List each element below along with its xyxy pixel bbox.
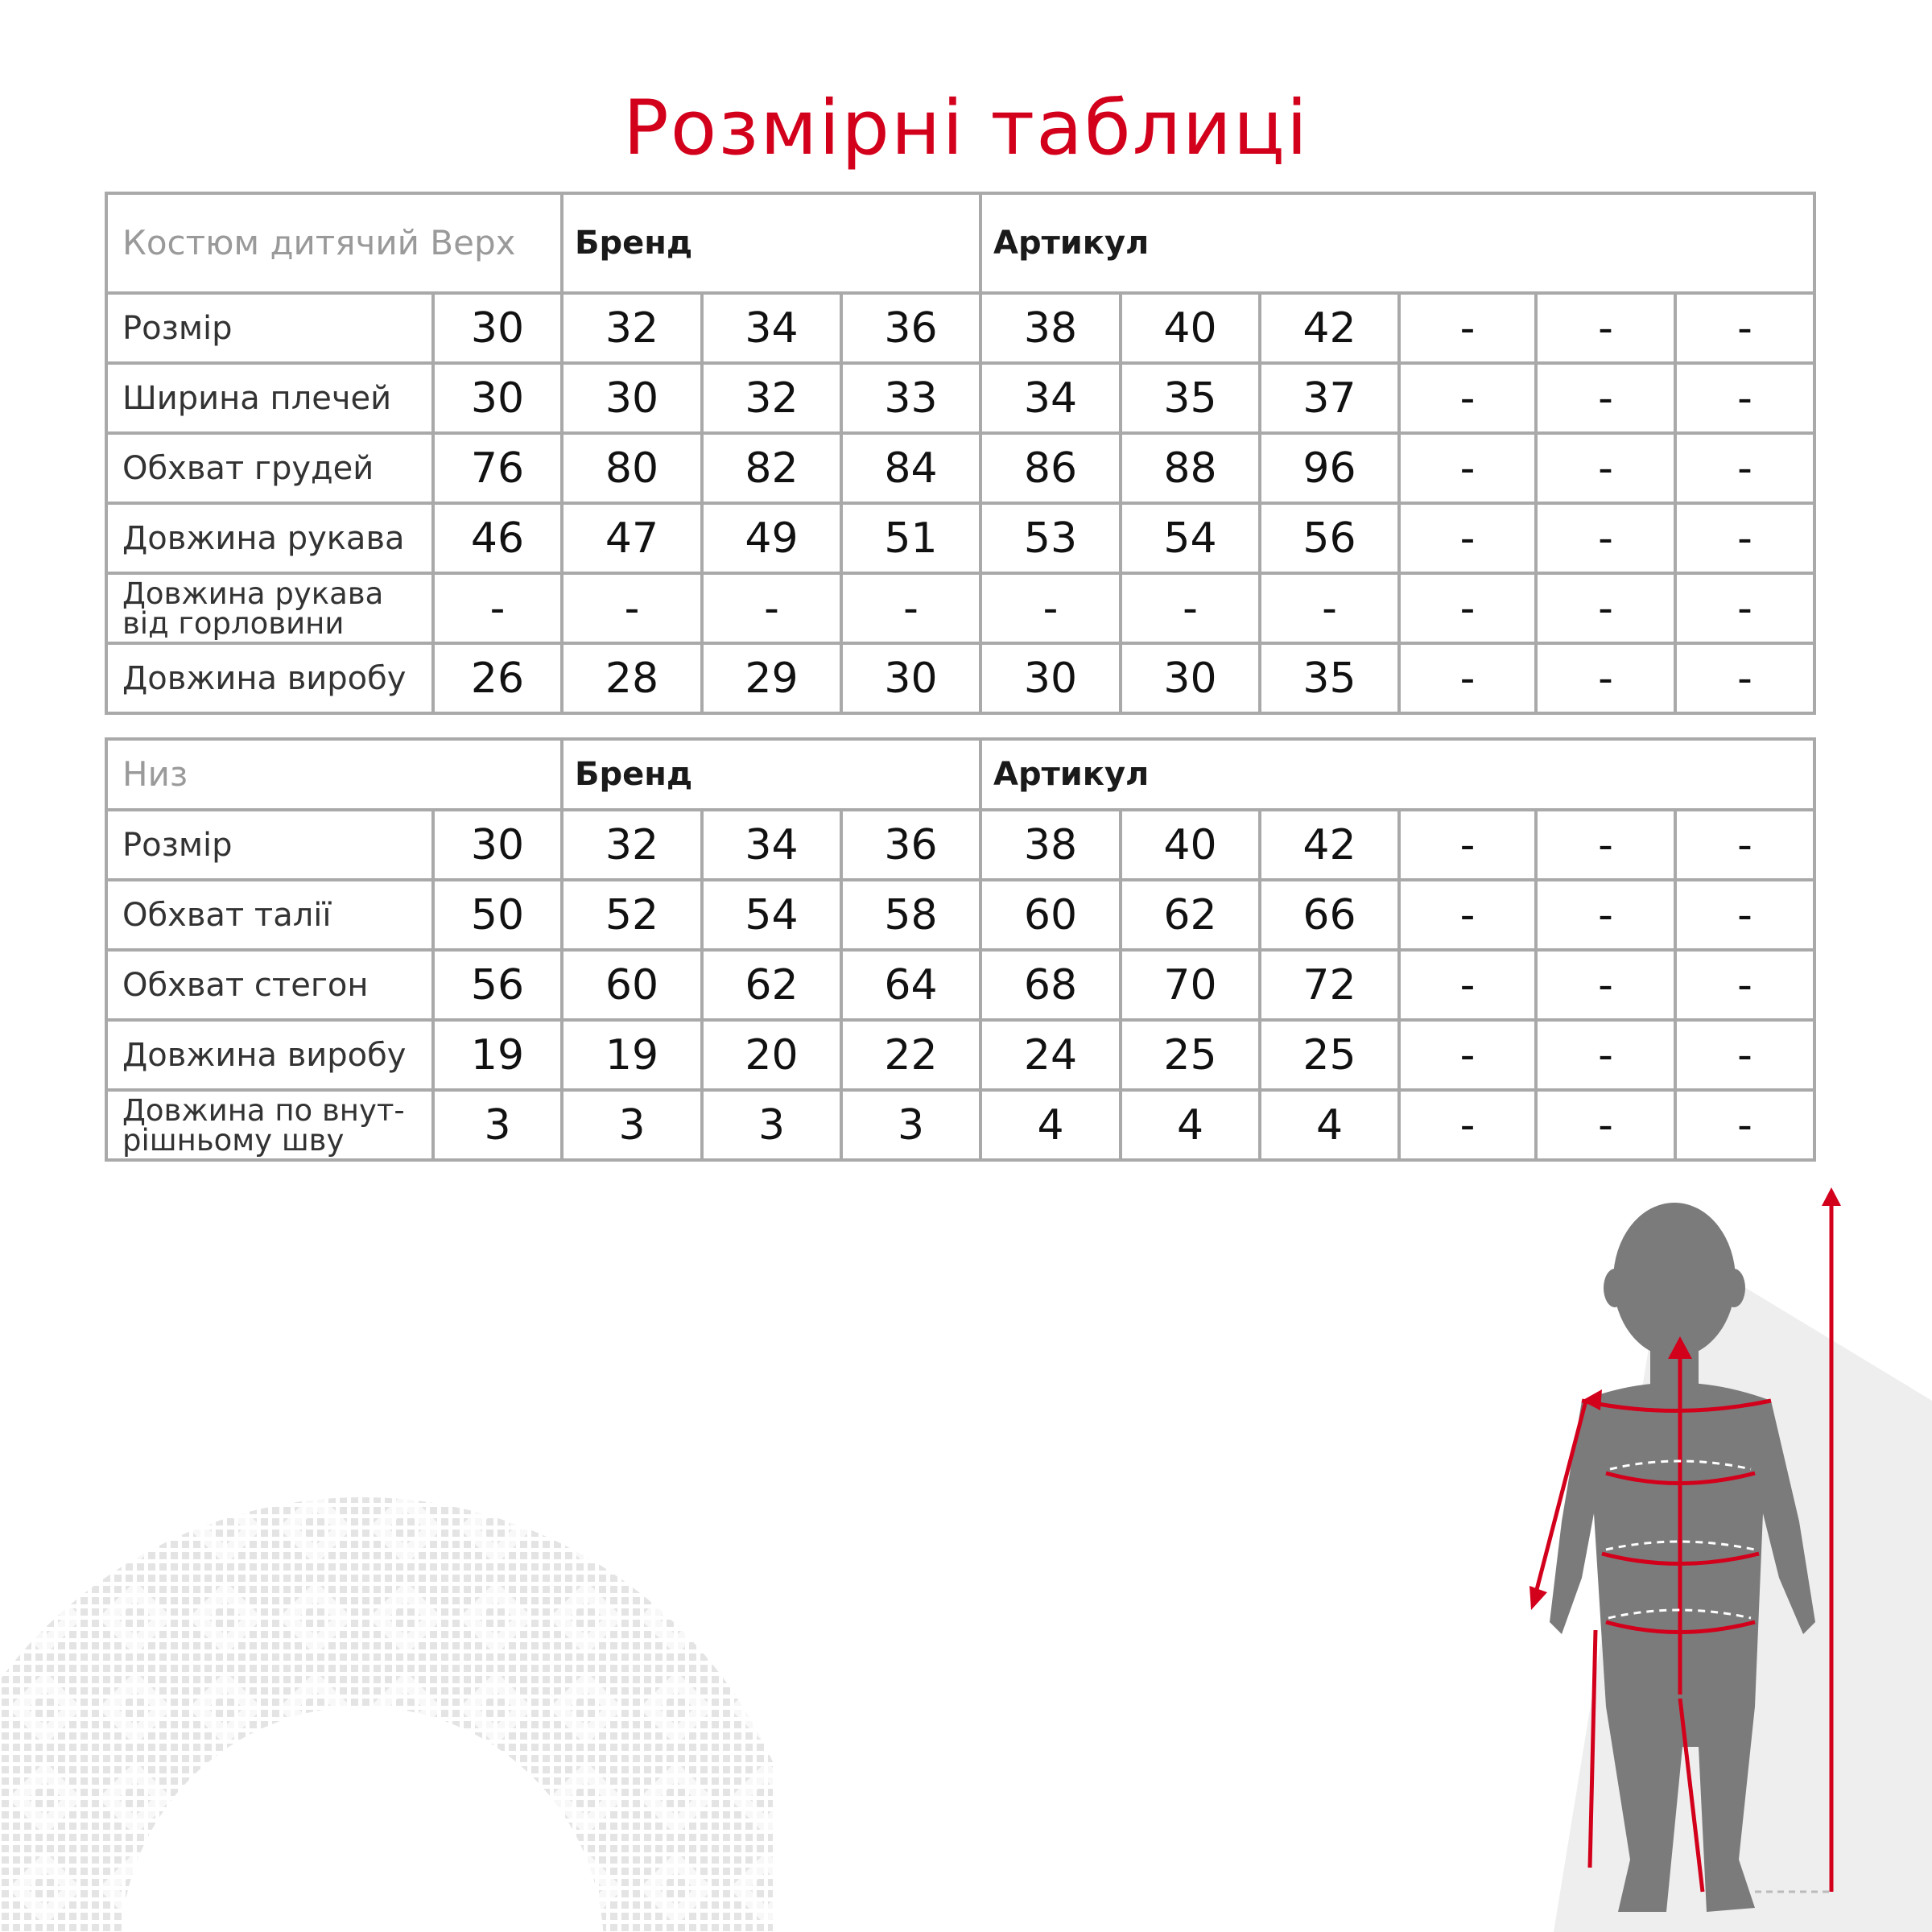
size-value-cell: 36 — [841, 293, 980, 363]
size-value-cell: 38 — [980, 293, 1121, 363]
size-value-cell: - — [980, 573, 1121, 643]
size-value-cell: 54 — [702, 880, 841, 950]
row-label: Довжина по внут-рішньому шву — [106, 1090, 433, 1160]
size-value-cell: 20 — [702, 1020, 841, 1090]
size-value-cell: 30 — [1121, 643, 1260, 713]
row-label: Розмір — [106, 810, 433, 880]
size-value-cell: 50 — [433, 880, 562, 950]
table-row — [106, 433, 1814, 503]
size-value-cell: - — [1399, 433, 1536, 503]
size-value-cell: 40 — [1121, 810, 1260, 880]
size-value-cell: - — [1399, 293, 1536, 363]
size-value-cell: 34 — [980, 363, 1121, 433]
size-value-cell: 19 — [433, 1020, 562, 1090]
size-value-cell: 28 — [562, 643, 702, 713]
size-value-cell: 29 — [702, 643, 841, 713]
row-label: Довжина рукава — [106, 503, 433, 573]
table-row — [106, 950, 1814, 1020]
size-value-cell: 52 — [562, 880, 702, 950]
size-value-cell: 42 — [1260, 293, 1399, 363]
size-value-cell: 72 — [1260, 950, 1399, 1020]
size-value-cell: - — [841, 573, 980, 643]
size-value-cell: 60 — [980, 880, 1121, 950]
size-value-cell: 19 — [562, 1020, 702, 1090]
size-value-cell: 37 — [1260, 363, 1399, 433]
size-value-cell: 53 — [980, 503, 1121, 573]
size-value-cell: - — [1399, 810, 1536, 880]
size-value-cell: 3 — [433, 1090, 562, 1160]
size-value-cell: - — [1399, 950, 1536, 1020]
size-value-cell: 54 — [1121, 503, 1260, 573]
row-label: Обхват грудей — [106, 433, 433, 503]
sku-header: Артикул — [980, 193, 1814, 293]
page-title: Розмірні таблиці — [623, 85, 1309, 172]
size-value-cell: - — [1399, 1020, 1536, 1090]
brand-header: Бренд — [562, 739, 980, 810]
size-value-cell: 4 — [1260, 1090, 1399, 1160]
brand-header: Бренд — [562, 193, 980, 293]
size-value-cell: 4 — [980, 1090, 1121, 1160]
size-value-cell: 24 — [980, 1020, 1121, 1090]
size-value-cell: - — [1399, 1090, 1536, 1160]
size-value-cell: 56 — [433, 950, 562, 1020]
table-row — [106, 880, 1814, 950]
size-value-cell: 46 — [433, 503, 562, 573]
table-row — [106, 1090, 1814, 1160]
size-value-cell: 32 — [562, 810, 702, 880]
table-row — [106, 293, 1814, 363]
size-value-cell: - — [1675, 1020, 1814, 1090]
table-row — [106, 643, 1814, 713]
size-value-cell: 22 — [841, 1020, 980, 1090]
size-table-top — [105, 192, 1816, 715]
size-value-cell: 60 — [562, 950, 702, 1020]
size-value-cell: 35 — [1260, 643, 1399, 713]
size-value-cell: - — [1399, 363, 1536, 433]
size-value-cell: 30 — [433, 363, 562, 433]
size-value-cell: - — [1399, 573, 1536, 643]
size-value-cell: 34 — [702, 810, 841, 880]
size-value-cell: 70 — [1121, 950, 1260, 1020]
size-value-cell: 51 — [841, 503, 980, 573]
size-value-cell: 3 — [562, 1090, 702, 1160]
sku-header: Артикул — [980, 739, 1814, 810]
size-value-cell: - — [1536, 503, 1675, 573]
size-value-cell: 35 — [1121, 363, 1260, 433]
size-value-cell: 62 — [702, 950, 841, 1020]
size-value-cell: - — [1121, 573, 1260, 643]
size-value-cell: 36 — [841, 810, 980, 880]
table-row — [106, 1020, 1814, 1090]
table-row — [106, 573, 1814, 643]
size-value-cell: - — [562, 573, 702, 643]
row-label: Ширина плечей — [106, 363, 433, 433]
size-table-bottom — [105, 737, 1816, 1162]
row-label: Обхват талії — [106, 880, 433, 950]
size-value-cell: 34 — [702, 293, 841, 363]
size-value-cell: - — [1536, 1020, 1675, 1090]
size-value-cell: 62 — [1121, 880, 1260, 950]
size-value-cell: - — [1536, 363, 1675, 433]
size-value-cell: - — [1536, 643, 1675, 713]
size-value-cell: - — [1536, 293, 1675, 363]
table-row — [106, 503, 1814, 573]
size-value-cell: 25 — [1260, 1020, 1399, 1090]
row-label: Довжина виробу — [106, 643, 433, 713]
size-value-cell: - — [1536, 810, 1675, 880]
size-value-cell: - — [702, 573, 841, 643]
row-label: Довжина виробу — [106, 1020, 433, 1090]
table-title: Костюм дитячий Верх — [106, 193, 562, 293]
table-row — [106, 363, 1814, 433]
size-value-cell: 68 — [980, 950, 1121, 1020]
row-label: Довжина рукава від горловини — [106, 573, 433, 643]
size-value-cell: 3 — [841, 1090, 980, 1160]
size-value-cell: 30 — [841, 643, 980, 713]
size-value-cell: 32 — [702, 363, 841, 433]
size-value-cell: 76 — [433, 433, 562, 503]
size-value-cell: 40 — [1121, 293, 1260, 363]
size-value-cell: 66 — [1260, 880, 1399, 950]
size-value-cell: 3 — [702, 1090, 841, 1160]
row-label: Розмір — [106, 293, 433, 363]
size-value-cell: 82 — [702, 433, 841, 503]
size-value-cell: - — [1675, 503, 1814, 573]
size-value-cell: - — [1536, 1090, 1675, 1160]
size-value-cell: 47 — [562, 503, 702, 573]
size-value-cell: - — [433, 573, 562, 643]
size-value-cell: 25 — [1121, 1020, 1260, 1090]
size-value-cell: - — [1536, 880, 1675, 950]
size-value-cell: 33 — [841, 363, 980, 433]
size-value-cell: 49 — [702, 503, 841, 573]
size-value-cell: - — [1399, 503, 1536, 573]
size-value-cell: 64 — [841, 950, 980, 1020]
table-row — [106, 810, 1814, 880]
size-value-cell: - — [1675, 950, 1814, 1020]
size-value-cell: - — [1675, 643, 1814, 713]
size-value-cell: - — [1536, 433, 1675, 503]
size-value-cell: - — [1675, 293, 1814, 363]
size-value-cell: - — [1536, 573, 1675, 643]
size-value-cell: - — [1675, 573, 1814, 643]
size-value-cell: - — [1399, 643, 1536, 713]
size-value-cell: 4 — [1121, 1090, 1260, 1160]
size-value-cell: 58 — [841, 880, 980, 950]
size-value-cell: - — [1675, 363, 1814, 433]
size-value-cell: 26 — [433, 643, 562, 713]
size-value-cell: - — [1260, 573, 1399, 643]
size-value-cell: 56 — [1260, 503, 1399, 573]
size-value-cell: - — [1675, 1090, 1814, 1160]
size-value-cell: 30 — [433, 810, 562, 880]
size-value-cell: 32 — [562, 293, 702, 363]
size-value-cell: 38 — [980, 810, 1121, 880]
size-value-cell: - — [1536, 950, 1675, 1020]
size-value-cell: - — [1675, 810, 1814, 880]
size-value-cell: 96 — [1260, 433, 1399, 503]
size-value-cell: 80 — [562, 433, 702, 503]
table-title: Низ — [106, 739, 562, 810]
row-label: Обхват стегон — [106, 950, 433, 1020]
size-value-cell: 30 — [433, 293, 562, 363]
size-value-cell: 30 — [980, 643, 1121, 713]
size-value-cell: 84 — [841, 433, 980, 503]
ornament-pattern-icon — [0, 1393, 773, 1932]
size-value-cell: - — [1675, 433, 1814, 503]
size-value-cell: - — [1675, 880, 1814, 950]
size-value-cell: 30 — [562, 363, 702, 433]
size-value-cell: - — [1399, 880, 1536, 950]
size-value-cell: 88 — [1121, 433, 1260, 503]
size-value-cell: 86 — [980, 433, 1121, 503]
size-value-cell: 42 — [1260, 810, 1399, 880]
child-measurement-figure-icon — [1401, 1183, 1932, 1932]
